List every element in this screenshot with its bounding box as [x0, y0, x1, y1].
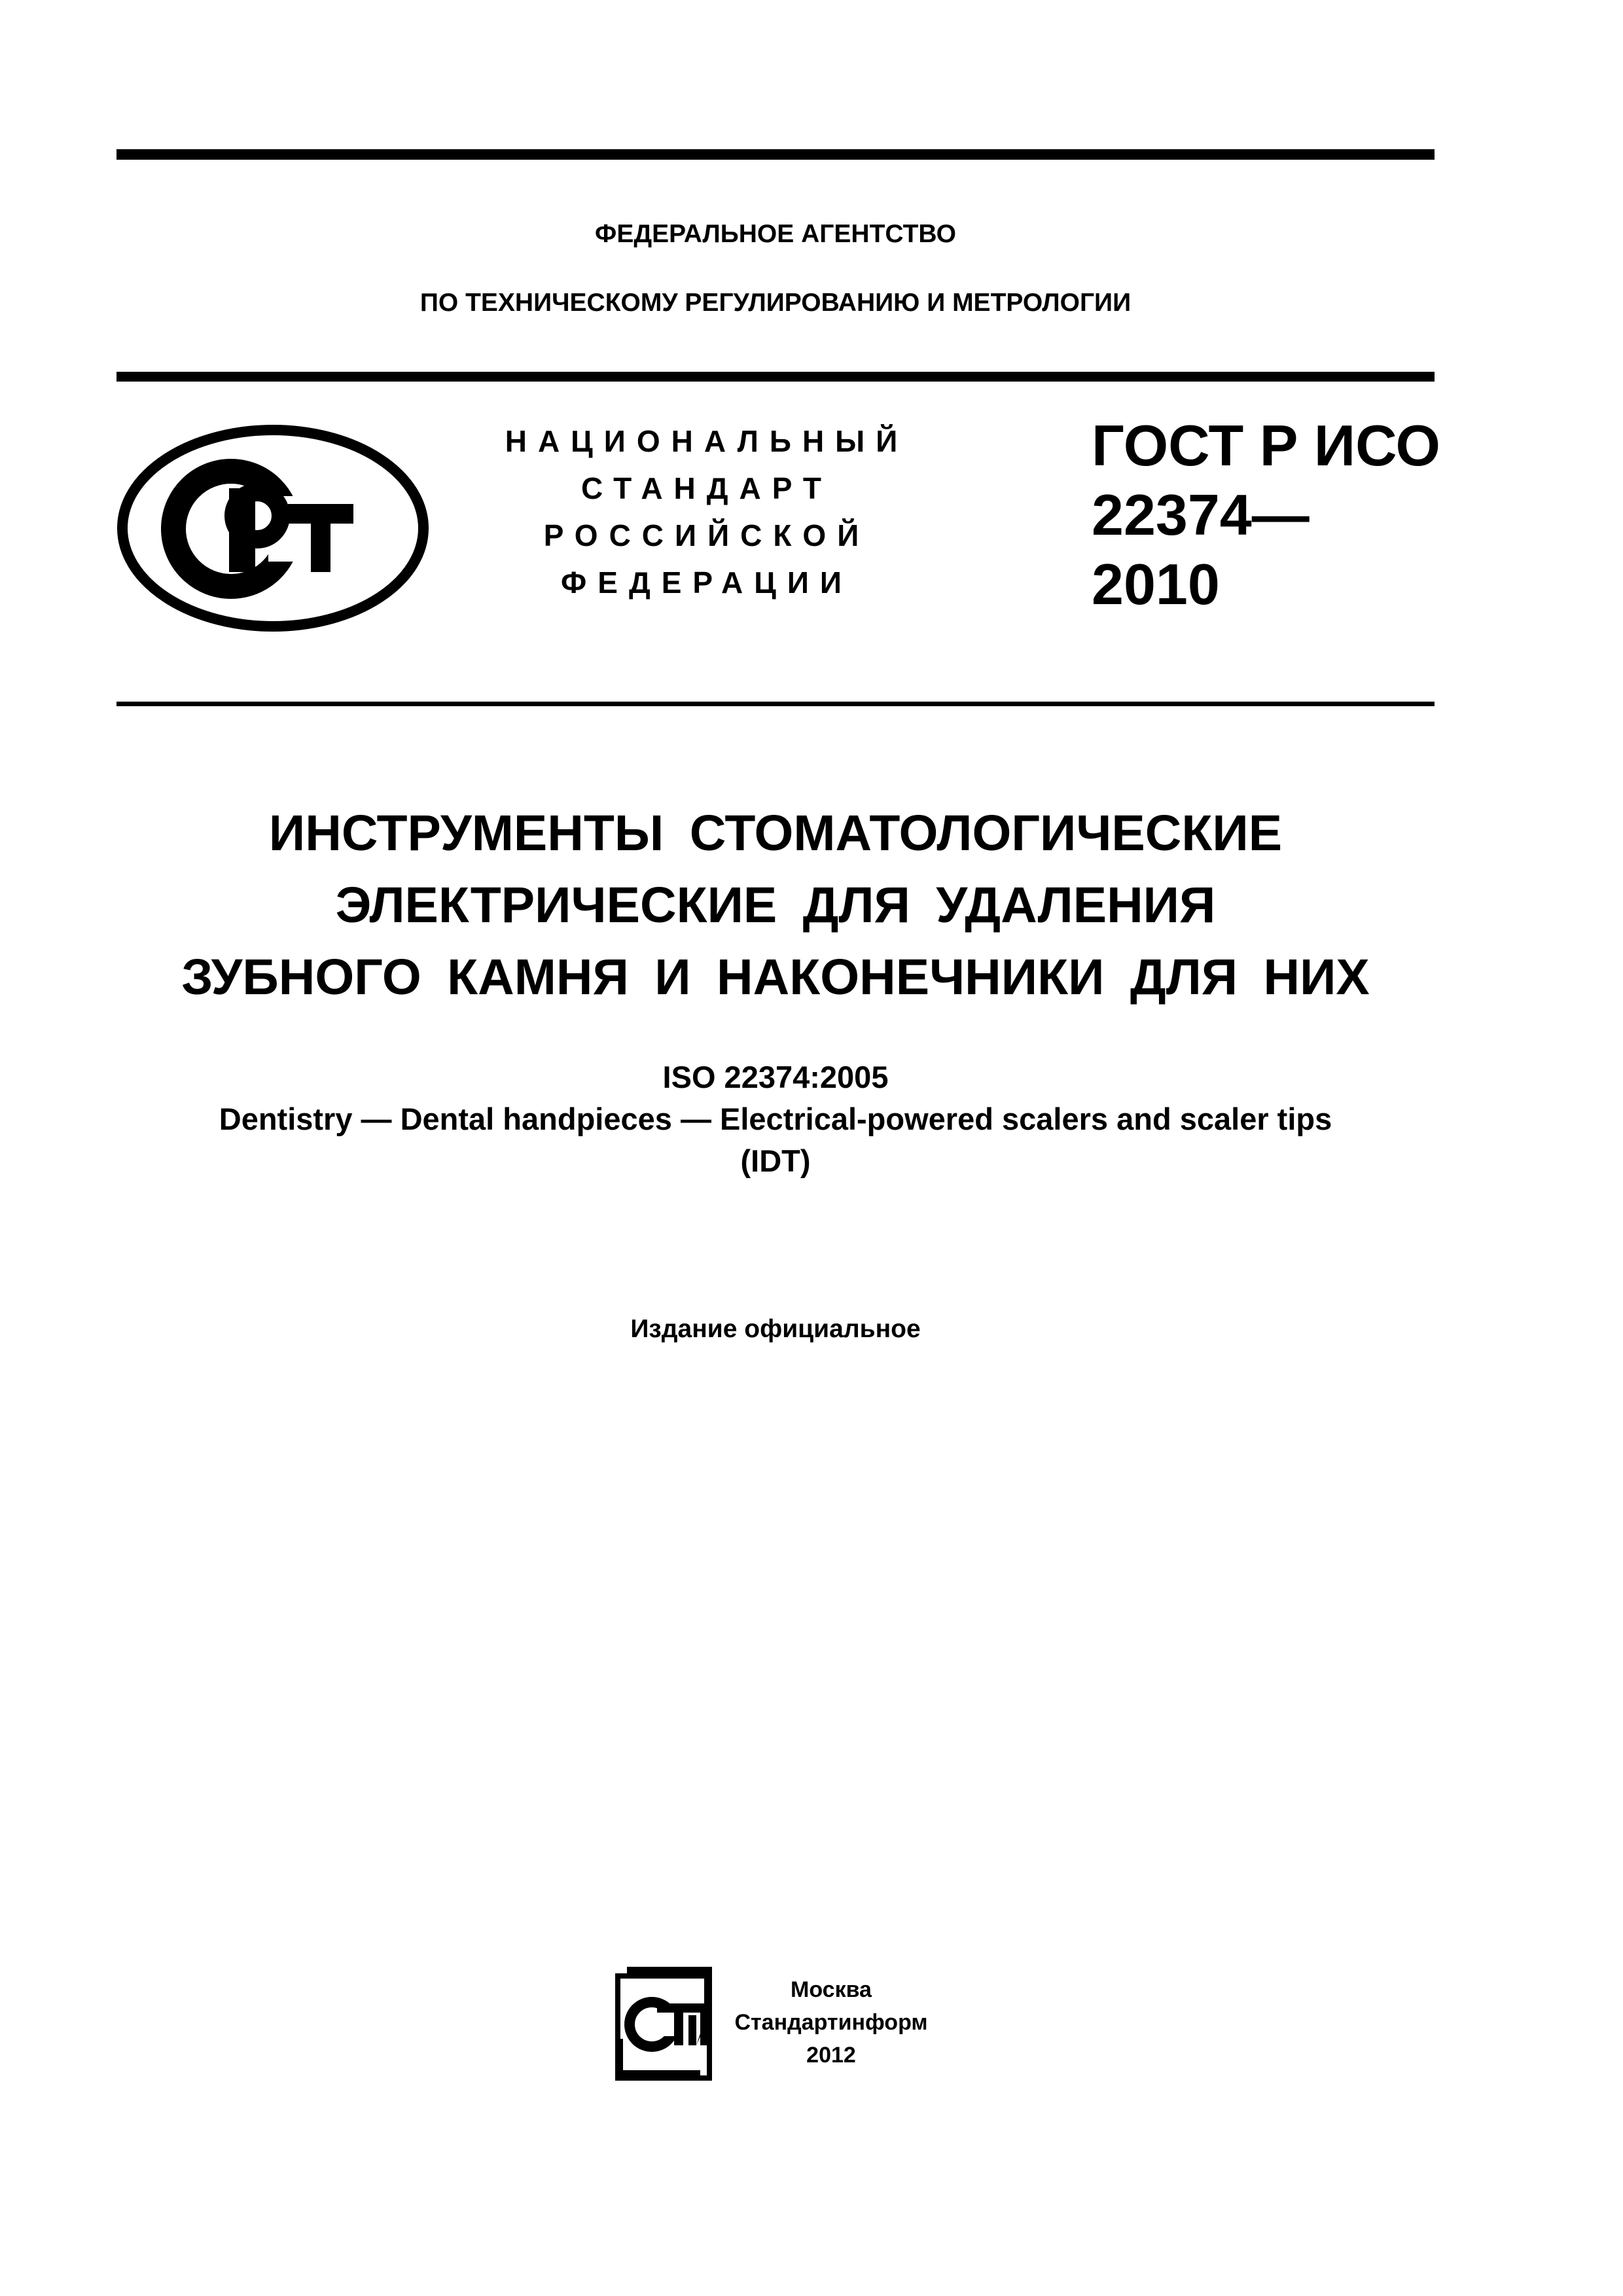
gost-r-logo [116, 424, 429, 632]
bottom-rule [116, 702, 1435, 706]
national-standard-line: СТАНДАРТ [581, 471, 832, 505]
title-line: ЗУБНОГО КАМНЯ И НАКОНЕЧНИКИ ДЛЯ НИХ [181, 949, 1370, 1005]
publisher-city: Москва [791, 1977, 872, 2002]
designation-line: ГОСТ Р ИСО [1092, 413, 1440, 478]
designation-line: 22374— [1092, 482, 1310, 547]
title-line: ЭЛЕКТРИЧЕСКИЕ ДЛЯ УДАЛЕНИЯ [335, 877, 1216, 933]
iso-equivalence: (IDT) [740, 1143, 811, 1178]
national-standard-line: ФЕДЕРАЦИИ [561, 565, 853, 600]
gost-logo-text: РСТ [116, 424, 118, 425]
designation-line: 2010 [1092, 552, 1220, 617]
top-rule [116, 149, 1435, 160]
national-standard-line: РОССИЙСКОЙ [543, 518, 870, 552]
document-title [116, 797, 1435, 1013]
agency-name-line1: ФЕДЕРАЛЬНОЕ АГЕНТСТВО [595, 220, 956, 248]
middle-rule [116, 372, 1435, 382]
standartinform-logo [615, 1967, 712, 2081]
agency-name-line2: ПО ТЕХНИЧЕСКОМУ РЕГУЛИРОВАНИЮ И МЕТРОЛОГИИ [419, 289, 1132, 317]
publisher-year: 2012 [806, 2043, 856, 2068]
publisher-text [733, 1973, 929, 2072]
national-standard-line: НАЦИОНАЛЬНЫЙ [505, 424, 909, 458]
edition-note: Издание официальное [630, 1315, 921, 1343]
iso-reference [116, 1056, 1435, 1182]
iso-number: ISO 22374:2005 [662, 1060, 889, 1094]
publisher-block [609, 1967, 949, 2085]
national-standard-label [471, 418, 942, 606]
standard-designation [1092, 411, 1440, 619]
publisher-name: Стандартинформ [734, 2010, 928, 2035]
title-line: ИНСТРУМЕНТЫ СТОМАТОЛОГИЧЕСКИЕ [268, 805, 1283, 861]
iso-english-title: Dentistry — Dental handpieces — Electrical-powered scalers and scaler tips [219, 1102, 1332, 1136]
